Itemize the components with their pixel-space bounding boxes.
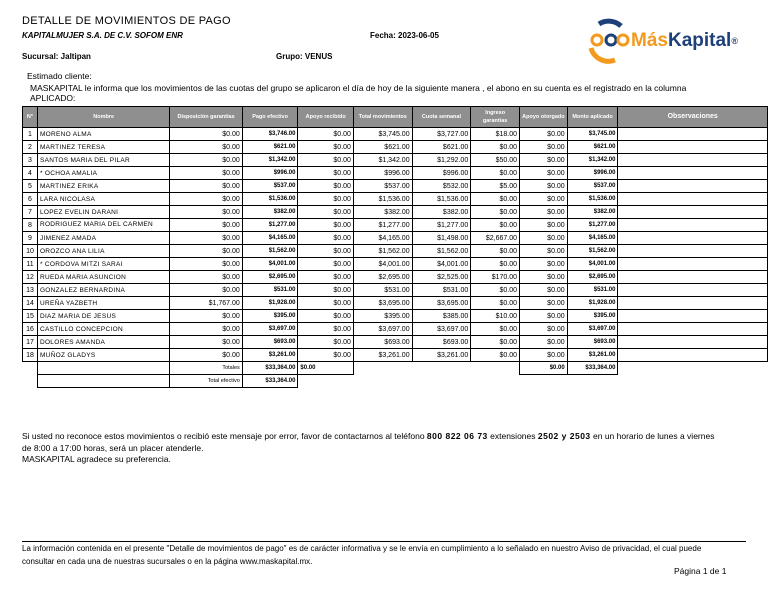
row-number: 1 [23,128,38,141]
observations-cell [618,141,768,154]
empty-cell [412,362,471,375]
amount-cell: $537.00 [567,180,618,193]
amount-cell: $0.00 [520,323,568,336]
table-row [23,336,768,349]
column-header: Monto aplicado [567,107,618,128]
column-header: Apoyo recibido [298,107,354,128]
amount-cell: $5.00 [471,180,520,193]
column-header: Nombre [37,107,169,128]
amount-cell: $3,727.00 [412,128,471,141]
amount-cell: $10.00 [471,310,520,323]
amount-cell: $0.00 [520,180,568,193]
amount-cell: $0.00 [170,219,242,232]
amount-cell: $693.00 [412,336,471,349]
amount-cell: $2,667.00 [471,232,520,245]
amount-cell: $0.00 [520,284,568,297]
total-efectivo-label: Total efectivo [170,375,242,388]
amount-cell: $0.00 [520,258,568,271]
observations-cell [618,154,768,167]
amount-cell: $170.00 [471,271,520,284]
amount-cell: $3,697.00 [412,323,471,336]
observations-cell [618,206,768,219]
amount-cell: $2,695.00 [567,271,618,284]
amount-cell: $0.00 [170,336,242,349]
row-number: 2 [23,141,38,154]
amount-cell: $0.00 [471,284,520,297]
company-name: KAPITALMUJER S.A. DE C.V. SOFOM ENR [22,31,183,40]
amount-cell: $382.00 [412,206,471,219]
observations-cell [618,193,768,206]
row-number: 3 [23,154,38,167]
amount-cell: $0.00 [520,193,568,206]
amount-cell: $3,261.00 [567,349,618,362]
observations-cell [618,271,768,284]
table-row [23,232,768,245]
amount-cell: $3,261.00 [242,349,298,362]
amount-cell: $1,562.00 [242,245,298,258]
column-header: Pago efectivo [242,107,298,128]
amount-cell: $3,697.00 [353,323,412,336]
amount-cell: $0.00 [170,349,242,362]
amount-cell: $996.00 [242,167,298,180]
amount-cell: $0.00 [170,193,242,206]
amount-cell: $4,001.00 [412,258,471,271]
amount-cell: $0.00 [170,310,242,323]
member-name: UREÑA YAZBETH [37,297,169,310]
amount-cell: $0.00 [298,154,354,167]
amount-cell: $1,928.00 [242,297,298,310]
amount-cell: $693.00 [242,336,298,349]
member-name: MARTINEZ TERESA [37,141,169,154]
table-header-row [23,107,768,128]
column-header: Observaciones [618,107,768,128]
table-row [23,141,768,154]
amount-cell: $1,277.00 [567,219,618,232]
amount-cell: $0.00 [298,206,354,219]
logo-mark-icon [591,21,628,61]
row-number: 8 [23,219,38,232]
group-label: Grupo: VENUS [276,52,333,61]
empty-cell [23,362,38,375]
amount-cell: $0.00 [298,193,354,206]
total-efectivo-value: $33,364.00 [242,375,298,388]
empty-cell [618,362,768,375]
column-header: Cuota semanal [412,107,471,128]
column-header: Disposición garantías [170,107,242,128]
column-header: Ingreso garantías [471,107,520,128]
footer-divider [22,541,746,542]
amount-cell: $18.00 [471,128,520,141]
row-number: 10 [23,245,38,258]
empty-cell [298,375,354,388]
movements-table [22,106,768,388]
amount-cell: $531.00 [353,284,412,297]
table-row [23,323,768,336]
observations-cell [618,258,768,271]
observations-cell [618,297,768,310]
total-efectivo-row [23,375,768,388]
amount-cell: $0.00 [298,245,354,258]
amount-cell: $1,536.00 [567,193,618,206]
amount-cell: $0.00 [298,219,354,232]
logo-wordmark: MásKapital® [631,30,738,51]
amount-cell: $395.00 [353,310,412,323]
amount-cell: $1,928.00 [567,297,618,310]
amount-cell: $1,342.00 [242,154,298,167]
amount-cell: $531.00 [412,284,471,297]
amount-cell: $621.00 [567,141,618,154]
amount-cell: $0.00 [170,206,242,219]
member-name: RUEDA MARIA ASUNCION [37,271,169,284]
amount-cell: $1,562.00 [353,245,412,258]
row-number: 14 [23,297,38,310]
amount-cell: $0.00 [170,154,242,167]
amount-cell: $1,767.00 [170,297,242,310]
table-row [23,193,768,206]
row-number: 13 [23,284,38,297]
observations-cell [618,323,768,336]
row-number: 9 [23,232,38,245]
observations-cell [618,310,768,323]
amount-cell: $0.00 [170,128,242,141]
amount-cell: $1,536.00 [412,193,471,206]
amount-cell: $395.00 [567,310,618,323]
amount-cell: $996.00 [567,167,618,180]
total-pago-efectivo: $33,364.00 [242,362,298,375]
observations-cell [618,167,768,180]
amount-cell: $0.00 [298,349,354,362]
amount-cell: $2,695.00 [242,271,298,284]
table-row [23,180,768,193]
amount-cell: $0.00 [298,141,354,154]
amount-cell: $0.00 [170,141,242,154]
amount-cell: $1,342.00 [567,154,618,167]
thanks-text: MASKAPITAL agradece su preferencia. [22,454,171,464]
amount-cell: $0.00 [520,141,568,154]
amount-cell: $0.00 [471,297,520,310]
amount-cell: $537.00 [242,180,298,193]
amount-cell: $0.00 [298,167,354,180]
amount-cell: $0.00 [298,232,354,245]
amount-cell: $0.00 [520,336,568,349]
amount-cell: $0.00 [298,180,354,193]
total-monto-aplicado: $33,364.00 [567,362,618,375]
amount-cell: $531.00 [567,284,618,297]
amount-cell: $0.00 [520,245,568,258]
amount-cell: $1,536.00 [353,193,412,206]
amount-cell: $50.00 [471,154,520,167]
amount-cell: $382.00 [353,206,412,219]
amount-cell: $3,746.00 [242,128,298,141]
amount-cell: $1,498.00 [412,232,471,245]
amount-cell: $0.00 [170,232,242,245]
amount-cell: $1,277.00 [412,219,471,232]
table-row [23,206,768,219]
table-row [23,349,768,362]
empty-cell [37,375,169,388]
amount-cell: $0.00 [298,284,354,297]
amount-cell: $0.00 [298,323,354,336]
table-row [23,310,768,323]
amount-cell: $0.00 [170,245,242,258]
amount-cell: $382.00 [567,206,618,219]
amount-cell: $621.00 [412,141,471,154]
amount-cell: $4,001.00 [567,258,618,271]
amount-cell: $0.00 [520,219,568,232]
row-number: 4 [23,167,38,180]
row-number: 12 [23,271,38,284]
member-name: JIMENEZ AMADA [37,232,169,245]
document-title: DETALLE DE MOVIMIENTOS DE PAGO [22,15,231,27]
row-number: 16 [23,323,38,336]
empty-cell [471,362,520,375]
member-name: MARTINEZ ERIKA [37,180,169,193]
observations-cell [618,232,768,245]
amount-cell: $0.00 [170,284,242,297]
empty-cell [23,375,38,388]
amount-cell: $0.00 [298,297,354,310]
amount-cell: $3,745.00 [353,128,412,141]
column-header: Total movimientos [353,107,412,128]
amount-cell: $0.00 [170,180,242,193]
branch-label: Sucursal: Jaltipan [22,52,91,61]
empty-cell [471,375,520,388]
amount-cell: $3,261.00 [412,349,471,362]
member-name: RODRIGUEZ MARIA DEL CARMEN [37,219,169,232]
member-name: GONZALEZ BERNARDINA [37,284,169,297]
member-name: MORENO ALMA [37,128,169,141]
amount-cell: $2,695.00 [353,271,412,284]
observations-cell [618,128,768,141]
amount-cell: $0.00 [298,310,354,323]
legal-notice: La información contenida en el presente "Detalle de movimientos de pago" es de carácter informativa y se le envía en cumplimiento a lo señalado en nuestro Aviso de privacidad, el cual puede consultar en cada una de nuestras sucursales o en la página www.maskapital.mx. [22,544,702,566]
amount-cell: $0.00 [471,258,520,271]
observations-cell [618,219,768,232]
table-row [23,297,768,310]
amount-cell: $0.00 [170,167,242,180]
amount-cell: $0.00 [170,258,242,271]
amount-cell: $0.00 [520,154,568,167]
amount-cell: $0.00 [471,323,520,336]
table-row [23,271,768,284]
empty-cell [353,375,412,388]
table-row [23,245,768,258]
observations-cell [618,180,768,193]
amount-cell: $382.00 [242,206,298,219]
amount-cell: $0.00 [298,271,354,284]
amount-cell: $0.00 [471,141,520,154]
member-name: LOPEZ EVELIN DARANI [37,206,169,219]
amount-cell: $0.00 [520,206,568,219]
amount-cell: $531.00 [242,284,298,297]
observations-cell [618,336,768,349]
table-row [23,128,768,141]
amount-cell: $3,697.00 [242,323,298,336]
amount-cell: $537.00 [353,180,412,193]
empty-cell [412,375,471,388]
amount-cell: $0.00 [520,128,568,141]
column-header: Apoyo otorgado [520,107,568,128]
amount-cell: $0.00 [298,336,354,349]
amount-cell: $1,277.00 [242,219,298,232]
member-name: SANTOS MARIA DEL PILAR [37,154,169,167]
row-number: 15 [23,310,38,323]
contact-notice: Si usted no reconoce estos movimientos o recibió este mensaje por error, favor de contactarnos al teléfono 800 822 06 73 extensiones 2502 y 2503 en un horario de lunes a viernes de 8:00 a 17:00 horas, será un placer atenderle. MASKAPITAL agradece su preferencia. [22,431,715,464]
observations-cell [618,284,768,297]
member-name: DIAZ MARIA DE JESUS [37,310,169,323]
amount-cell: $0.00 [471,349,520,362]
amount-cell: $0.00 [471,336,520,349]
amount-cell: $693.00 [567,336,618,349]
empty-cell [520,375,568,388]
amount-cell: $3,695.00 [353,297,412,310]
row-number: 18 [23,349,38,362]
amount-cell: $0.00 [298,128,354,141]
column-header: N° [23,107,38,128]
amount-cell: $0.00 [170,271,242,284]
table-row [23,219,768,232]
amount-cell: $532.00 [412,180,471,193]
amount-cell: $0.00 [471,245,520,258]
table-row [23,284,768,297]
empty-cell [567,375,618,388]
table-row [23,167,768,180]
amount-cell: $0.00 [471,167,520,180]
table-row [23,154,768,167]
amount-cell: $0.00 [520,297,568,310]
intro-paragraph: MASKAPITAL le informa que los movimientos de las cuotas del grupo se aplicaron el día de hoy de la siguiente manera , el abono en su cuenta es el registrado en la columna APLICADO: [30,83,687,103]
amount-cell: $996.00 [353,167,412,180]
amount-cell: $621.00 [353,141,412,154]
table-row [23,258,768,271]
empty-cell [618,375,768,388]
total-apoyo-recibido: $0.00 [298,362,354,375]
member-name: CASTILLO CONCEPCION [37,323,169,336]
member-name: * OCHOA AMALIA [37,167,169,180]
amount-cell: $996.00 [412,167,471,180]
phone-number[interactable]: 800 822 06 73 [426,431,488,441]
row-number: 5 [23,180,38,193]
amount-cell: $3,261.00 [353,349,412,362]
row-number: 7 [23,206,38,219]
amount-cell: $4,001.00 [353,258,412,271]
row-number: 11 [23,258,38,271]
amount-cell: $385.00 [412,310,471,323]
member-name: LARA NICOLASA [37,193,169,206]
member-name: MUÑOZ GLADYS [37,349,169,362]
date-label: Fecha: 2023-06-05 [370,31,439,40]
amount-cell: $3,697.00 [567,323,618,336]
amount-cell: $2,525.00 [412,271,471,284]
empty-cell [353,362,412,375]
amount-cell: $0.00 [471,206,520,219]
row-number: 6 [23,193,38,206]
page-number: Página 1 de 1 [674,566,727,576]
amount-cell: $1,277.00 [353,219,412,232]
amount-cell: $0.00 [170,323,242,336]
amount-cell: $0.00 [520,167,568,180]
row-number: 17 [23,336,38,349]
empty-cell [37,362,169,375]
amount-cell: $0.00 [520,349,568,362]
amount-cell: $0.00 [471,219,520,232]
greeting: Estimado cliente: [27,71,92,81]
amount-cell: $3,695.00 [412,297,471,310]
amount-cell: $0.00 [520,232,568,245]
amount-cell: $693.00 [353,336,412,349]
amount-cell: $1,292.00 [412,154,471,167]
member-name: OROZCO ANA LILIA [37,245,169,258]
amount-cell: $3,745.00 [567,128,618,141]
observations-cell [618,349,768,362]
amount-cell: $395.00 [242,310,298,323]
total-apoyo-otorgado: $0.00 [520,362,568,375]
member-name: DOLORES AMANDA [37,336,169,349]
amount-cell: $0.00 [471,193,520,206]
amount-cell: $621.00 [242,141,298,154]
amount-cell: $4,165.00 [353,232,412,245]
amount-cell: $4,165.00 [242,232,298,245]
amount-cell: $1,536.00 [242,193,298,206]
amount-cell: $1,342.00 [353,154,412,167]
amount-cell: $0.00 [520,271,568,284]
amount-cell: $1,562.00 [567,245,618,258]
amount-cell: $0.00 [520,310,568,323]
amount-cell: $4,001.00 [242,258,298,271]
amount-cell: $0.00 [298,258,354,271]
observations-cell [618,245,768,258]
member-name: * CORDOVA MITZI SARAI [37,258,169,271]
totals-label: Totales [170,362,242,375]
totals-row [23,362,768,375]
amount-cell: $1,562.00 [412,245,471,258]
amount-cell: $4,165.00 [567,232,618,245]
